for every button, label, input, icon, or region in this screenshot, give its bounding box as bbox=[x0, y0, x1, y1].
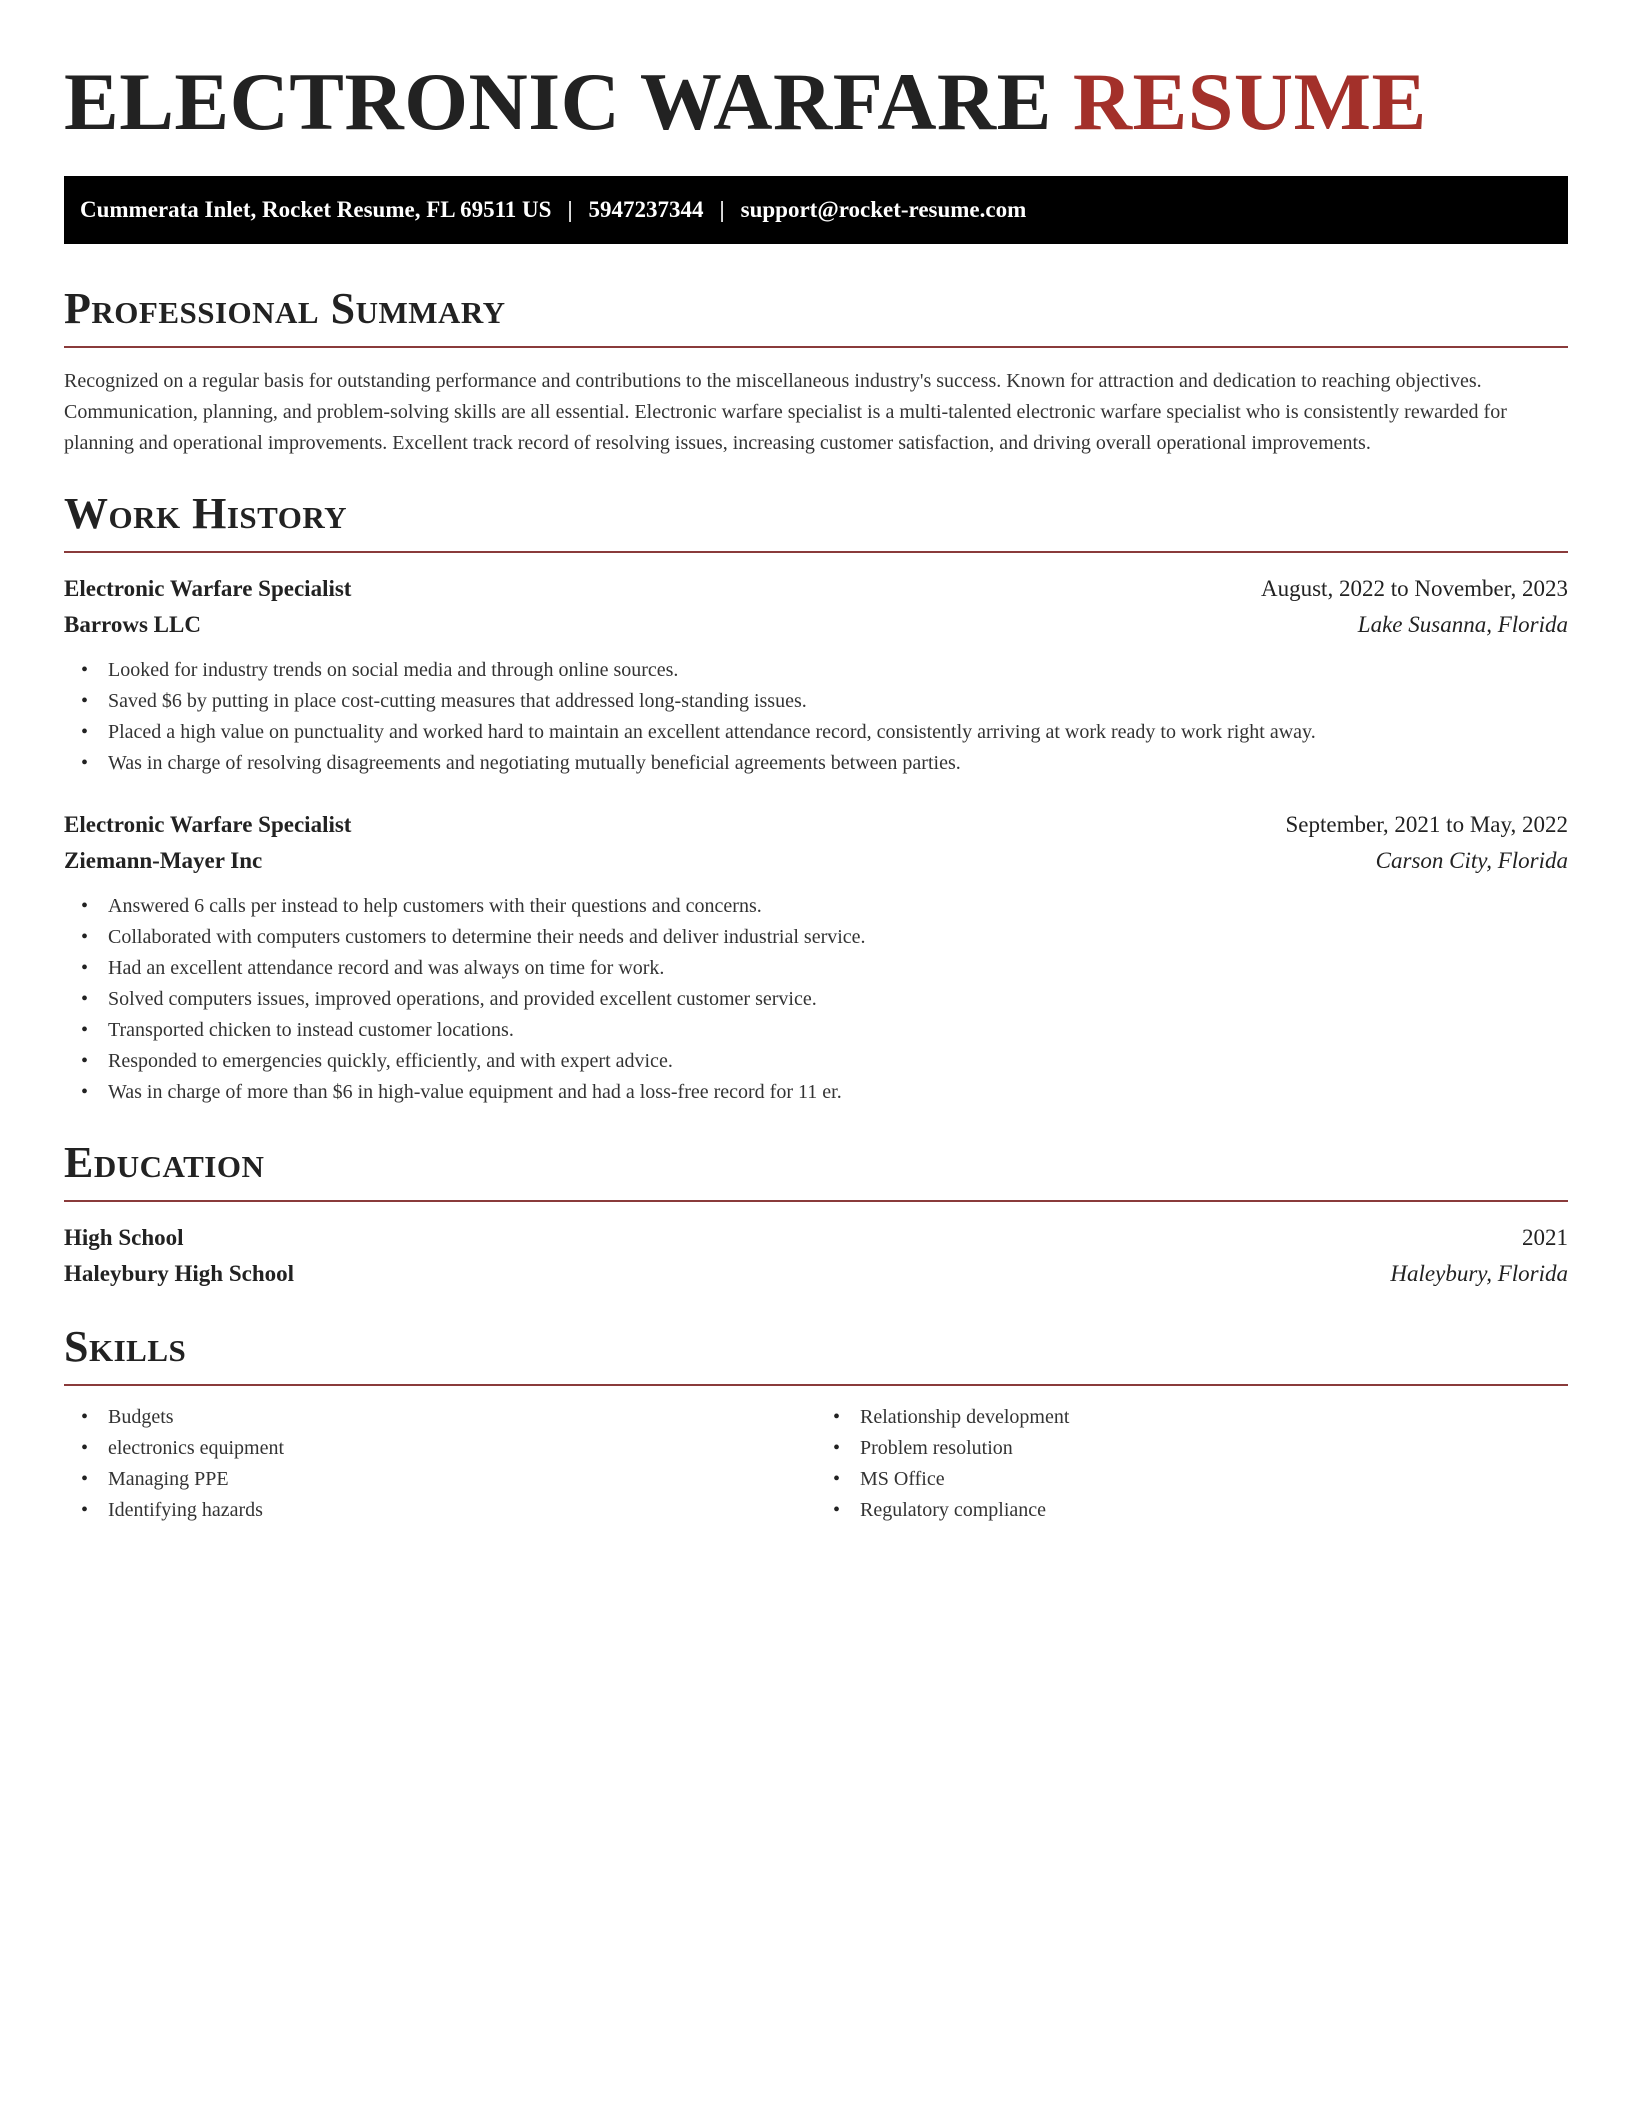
work-history-section bbox=[64, 487, 1568, 1108]
list-item: • Solved computers issues, improved operations, and provided excellent customer service. bbox=[108, 984, 1568, 1015]
list-item: • Saved $6 by putting in place cost-cutting measures that addressed long-standing issues. bbox=[108, 686, 1568, 717]
job-dates: August, 2022 to November, 2023 bbox=[1261, 576, 1568, 601]
skill-item: • Budgets bbox=[108, 1402, 816, 1433]
job-company-row bbox=[64, 607, 1568, 643]
job-company: Barrows LLC bbox=[64, 612, 201, 637]
job-location: Lake Susanna, Florida bbox=[1357, 612, 1568, 637]
job-dates: September, 2021 to May, 2022 bbox=[1285, 812, 1568, 837]
skill-item: • Regulatory compliance bbox=[860, 1495, 1568, 1526]
section-divider bbox=[64, 551, 1568, 553]
job-company: Ziemann-Mayer Inc bbox=[64, 848, 263, 873]
section-divider bbox=[64, 1200, 1568, 1202]
summary-section bbox=[64, 282, 1568, 459]
contact-separator: | bbox=[719, 197, 725, 222]
list-item: • Was in charge of resolving disagreements and negotiating mutually beneficial agreements between parties. bbox=[108, 748, 1568, 779]
skill-item: • MS Office bbox=[860, 1464, 1568, 1495]
job-header-row bbox=[64, 807, 1568, 843]
education-school: Haleybury High School bbox=[64, 1261, 295, 1286]
list-item: • Was in charge of more than $6 in high-value equipment and had a loss-free record for 11 er. bbox=[108, 1077, 1568, 1108]
skill-item: • Identifying hazards bbox=[108, 1495, 816, 1526]
job-header-row bbox=[64, 571, 1568, 607]
contact-bar bbox=[64, 176, 1568, 244]
section-divider bbox=[64, 346, 1568, 348]
education-school-row bbox=[64, 1256, 1568, 1292]
section-divider bbox=[64, 1384, 1568, 1386]
education-entry bbox=[64, 1220, 1568, 1292]
skill-item: • Managing PPE bbox=[108, 1464, 816, 1495]
job-entry bbox=[64, 807, 1568, 1108]
list-item: • Responded to emergencies quickly, efficiently, and with expert advice. bbox=[108, 1046, 1568, 1077]
summary-text: Recognized on a regular basis for outstanding performance and contributions to the miscellaneous industry's success. Known for attraction and dedication to reaching objectives. Communication, planning, and problem-solving skills are all essential. Electronic warfare specialist is a multi-talented electronic warfare specialist who is consistently rewarded for planning and operational improvements. Excellent track record of resolving issues, increasing customer satisfaction, and driving overall operational improvements. bbox=[64, 370, 1507, 454]
skills-list-left bbox=[64, 1402, 816, 1526]
title-main: ELECTRONIC WARFARE bbox=[64, 56, 1052, 147]
job-location: Carson City, Florida bbox=[1375, 848, 1568, 873]
education-section bbox=[64, 1136, 1568, 1292]
job-entry bbox=[64, 571, 1568, 779]
skill-item: • electronics equipment bbox=[108, 1433, 816, 1464]
list-item: • Looked for industry trends on social media and through online sources. bbox=[108, 655, 1568, 686]
list-item: • Transported chicken to instead customer locations. bbox=[108, 1015, 1568, 1046]
job-company-row bbox=[64, 843, 1568, 879]
skill-item: • Problem resolution bbox=[860, 1433, 1568, 1464]
job-title: Electronic Warfare Specialist bbox=[64, 812, 352, 837]
job-bullets bbox=[64, 655, 1568, 779]
work-history-heading: Work History bbox=[64, 489, 348, 538]
list-item: • Placed a high value on punctuality and worked hard to maintain an excellent attendance record, consistently arriving at work ready to work right away. bbox=[108, 717, 1568, 748]
contact-separator: | bbox=[567, 197, 573, 222]
skills-list-right bbox=[816, 1402, 1568, 1526]
education-year: 2021 bbox=[1522, 1225, 1568, 1250]
contact-address: Cummerata Inlet, Rocket Resume, FL 69511 US bbox=[80, 197, 552, 222]
job-title: Electronic Warfare Specialist bbox=[64, 576, 352, 601]
job-bullets bbox=[64, 891, 1568, 1108]
education-heading: Education bbox=[64, 1138, 265, 1187]
list-item: • Answered 6 calls per instead to help customers with their questions and concerns. bbox=[108, 891, 1568, 922]
skills-heading: Skills bbox=[64, 1322, 187, 1371]
contact-phone: 5947237344 bbox=[588, 197, 704, 222]
summary-heading: Professional Summary bbox=[64, 284, 506, 333]
skills-section bbox=[64, 1320, 1568, 1526]
list-item: • Collaborated with computers customers to determine their needs and deliver industrial service. bbox=[108, 922, 1568, 953]
title-accent: RESUME bbox=[1072, 56, 1427, 147]
list-item: • Had an excellent attendance record and was always on time for work. bbox=[108, 953, 1568, 984]
skill-item: • Relationship development bbox=[860, 1402, 1568, 1433]
contact-email: support@rocket-resume.com bbox=[740, 197, 1027, 222]
education-location: Haleybury, Florida bbox=[1390, 1261, 1568, 1286]
resume-title bbox=[64, 0, 1568, 152]
education-header-row bbox=[64, 1220, 1568, 1256]
education-degree: High School bbox=[64, 1225, 184, 1250]
skills-columns bbox=[64, 1402, 1568, 1526]
